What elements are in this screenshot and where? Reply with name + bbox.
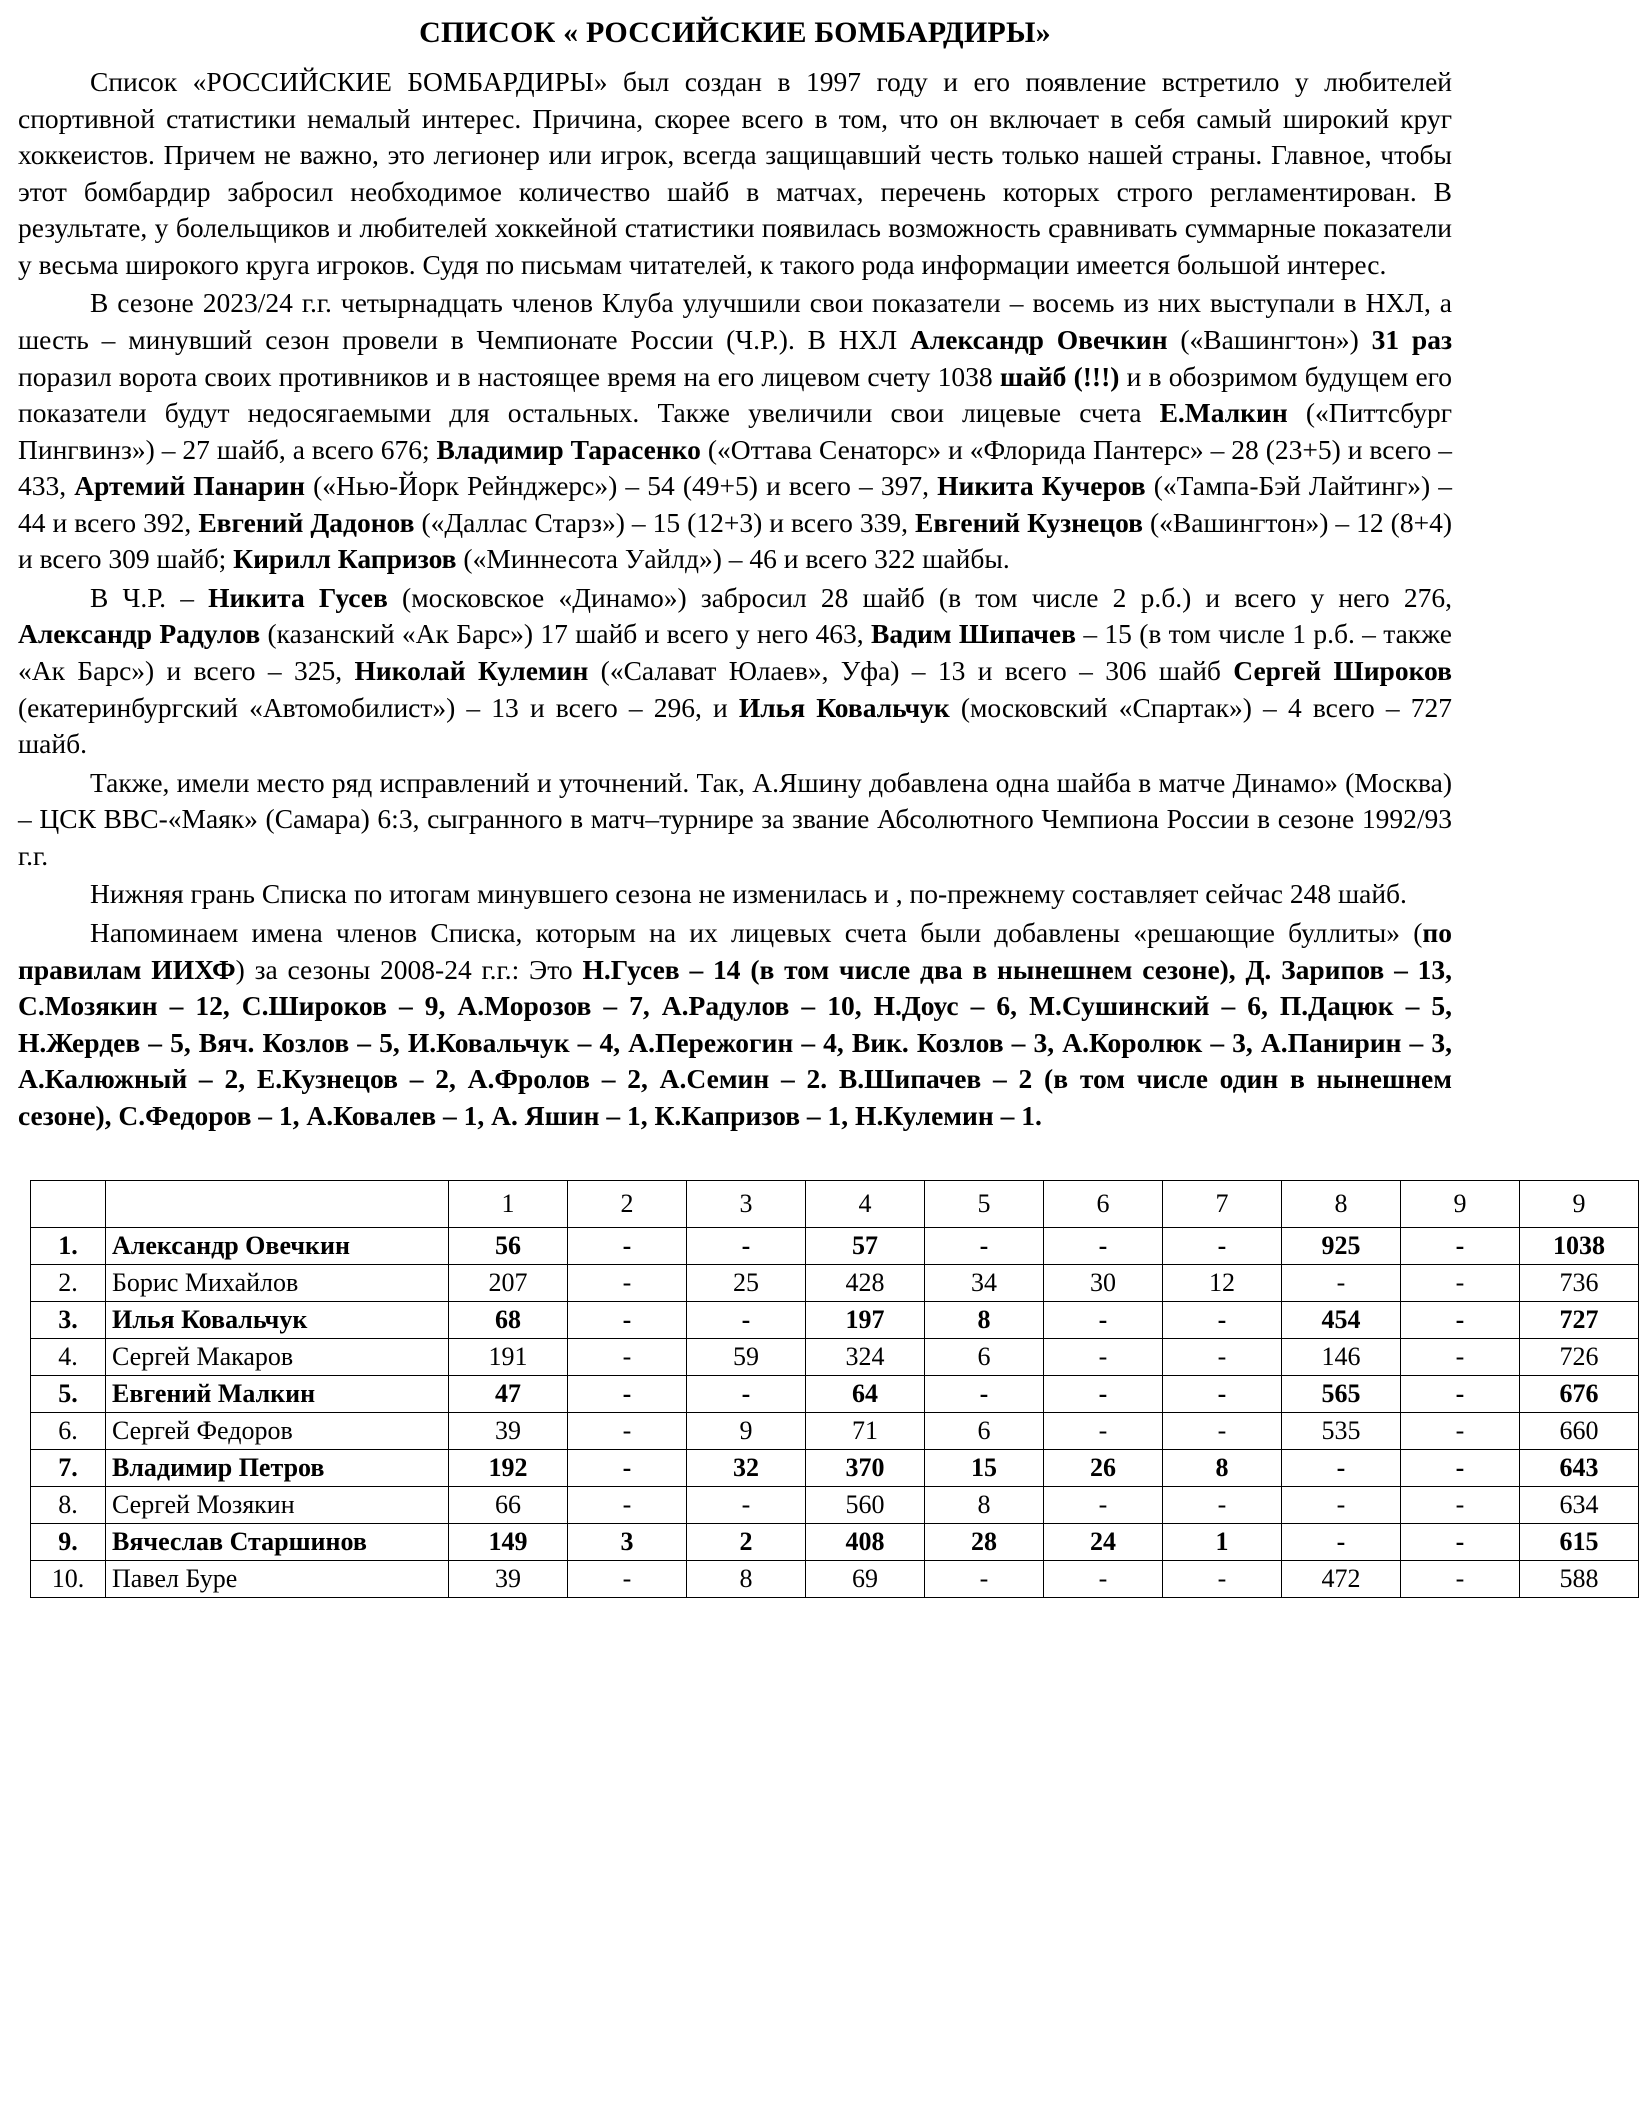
cell-value-7: - [1163, 1302, 1282, 1339]
paragraph-nhl [18, 285, 1452, 578]
cell-value-2: - [568, 1413, 687, 1450]
header-col-5: 5 [925, 1181, 1044, 1228]
shootout-player-list: Н.Гусев – 14 (в том числе два в нынешнем сезоне), Д. Зарипов – 13, С.Мозякин – 12, С.Широков – 9, А.Морозов – 7, А.Радулов – 10, Н.Доус – 6, М.Сушинский – 6, П.Дацюк – 5, Н.Жердев – 5, Вяч. Козлов – 5, И.Ковальчук – 4, А.Пережогин – 4, Вик. Козлов – 3, А.Королюк – 3, А.Панирин – 3, А.Калюжный – 2, Е.Кузнецов – 2, А.Фролов – 2, А.Семин – 2. В.Шипачев – 2 (в том числе один в нынешнем сезоне), С.Федоров – 1, А.Ковалев – 1, А. Яшин – 1, К.Капризов – 1, Н.Кулемин – 1. [18, 953, 1453, 1131]
cell-value-6: - [1044, 1487, 1163, 1524]
cell-value-8: 472 [1282, 1561, 1401, 1598]
cell-rank: 9. [31, 1524, 106, 1561]
lower-bound-text: Нижняя грань Списка по итогам минувшего сезона не изменилась и , по-прежнему составляет сейчас 248 шайб. [90, 878, 1407, 910]
cell-rank: 2. [31, 1265, 106, 1302]
nhl-text-1: В сезоне 2023/24 г.г. четырнадцать членов Клуба улучшили свои показатели – восемь из них выступали в НХЛ, а шесть – минувший сезон провели в Чемпионате России (Ч.Р.). В НХЛ [18, 287, 1452, 355]
cell-value-9: - [1401, 1561, 1520, 1598]
ru-text-3: (казанский «Ак Барс») 17 шайб и всего у него 463, [260, 618, 871, 650]
cell-value-5: 6 [925, 1339, 1044, 1376]
cell-rank: 7. [31, 1450, 106, 1487]
cell-value-3: 8 [687, 1561, 806, 1598]
table-header-row [31, 1181, 1639, 1228]
cell-value-9: - [1401, 1376, 1520, 1413]
cell-value-4: 408 [806, 1524, 925, 1561]
cell-value-2: - [568, 1450, 687, 1487]
cell-value-7: - [1163, 1228, 1282, 1265]
cell-rank: 5. [31, 1376, 106, 1413]
cell-value-10: 736 [1520, 1265, 1639, 1302]
player-shipachev: Вадим Шипачев [870, 618, 1076, 650]
cell-value-2: - [568, 1265, 687, 1302]
cell-value-1: 207 [449, 1265, 568, 1302]
cell-value-5: 34 [925, 1265, 1044, 1302]
table-row [31, 1487, 1639, 1524]
cell-value-5: - [925, 1228, 1044, 1265]
cell-value-9: - [1401, 1450, 1520, 1487]
cell-value-7: 8 [1163, 1450, 1282, 1487]
ru-text-5: («Салават Юлаев», Уфа) – 13 и всего – 306 шайб [588, 655, 1234, 686]
header-col-4: 4 [806, 1181, 925, 1228]
header-name [106, 1181, 449, 1228]
cell-value-7: 1 [1163, 1524, 1282, 1561]
cell-value-2: 3 [568, 1524, 687, 1561]
cell-value-1: 149 [449, 1524, 568, 1561]
player-shirokov: Сергей Широков [1233, 655, 1452, 686]
header-rank [31, 1181, 106, 1228]
cell-value-3: 2 [687, 1524, 806, 1561]
cell-value-2: - [568, 1487, 687, 1524]
paragraph-shootout [18, 915, 1452, 1134]
shootout-text-1: Напоминаем имена членов Списка, которым на их лицевых счета были добавлены «решающие буллиты» ( [90, 916, 1423, 948]
cell-value-5: 6 [925, 1413, 1044, 1450]
table-row [31, 1265, 1639, 1302]
cell-value-10: 676 [1520, 1376, 1639, 1413]
nhl-text-10: («Вашингтон») – 12 (8+4) и всего 309 шайб; [18, 506, 1452, 575]
cell-player-name: Борис Михайлов [106, 1265, 449, 1302]
player-gusev: Никита Гусев [208, 581, 388, 613]
cell-player-name: Сергей Мозякин [106, 1487, 449, 1524]
cell-value-3: 9 [687, 1413, 806, 1450]
cell-player-name: Павел Буре [106, 1561, 449, 1598]
cell-value-10: 1038 [1520, 1228, 1639, 1265]
player-ovechkin: Александр Овечкин [909, 323, 1168, 355]
table-row [31, 1524, 1639, 1561]
table-header [31, 1181, 1639, 1228]
cell-value-6: 24 [1044, 1524, 1163, 1561]
nhl-text-11: («Миннесота Уайлд») – 46 и всего 322 шайбы. [456, 543, 1010, 575]
cell-value-6: - [1044, 1302, 1163, 1339]
page-title: СПИСОК « РОССИЙСКИЕ БОМБАРДИРЫ» [419, 16, 1051, 49]
player-panarin: Артемий Панарин [74, 470, 306, 502]
cell-value-8: - [1282, 1487, 1401, 1524]
cell-value-8: 535 [1282, 1413, 1401, 1450]
cell-value-1: 68 [449, 1302, 568, 1339]
corrections-text: Также, имели место ряд исправлений и уточнений. Так, А.Яшину добавлена одна шайба в матче Динамо» (Москва) – ЦСК ВВС-«Маяк» (Самара) 6:3, сыгранного в матч–турнире за звание Абсолютного Чемпиона России в сезоне 1992/93 г.г. [18, 766, 1452, 871]
cell-player-name: Сергей Федоров [106, 1413, 449, 1450]
cell-value-4: 69 [806, 1561, 925, 1598]
header-col-total: 9 [1520, 1181, 1639, 1228]
cell-value-1: 192 [449, 1450, 568, 1487]
cell-value-8: 925 [1282, 1228, 1401, 1265]
cell-value-4: 428 [806, 1265, 925, 1302]
header-col-8: 8 [1282, 1181, 1401, 1228]
stats-table-container [18, 1180, 1605, 1598]
table-row [31, 1228, 1639, 1265]
cell-value-7: - [1163, 1376, 1282, 1413]
cell-value-3: - [687, 1228, 806, 1265]
cell-value-2: - [568, 1376, 687, 1413]
player-kovalchuk: Илья Ковальчук [738, 691, 950, 723]
cell-value-9: - [1401, 1413, 1520, 1450]
cell-value-4: 71 [806, 1413, 925, 1450]
cell-rank: 3. [31, 1302, 106, 1339]
player-radulov: Александр Радулов [18, 618, 261, 650]
cell-value-2: - [568, 1228, 687, 1265]
cell-value-6: - [1044, 1376, 1163, 1413]
cell-value-9: - [1401, 1487, 1520, 1524]
cell-rank: 10. [31, 1561, 106, 1598]
table-body [31, 1228, 1639, 1598]
cell-value-5: 28 [925, 1524, 1044, 1561]
paragraph-russia [18, 580, 1452, 763]
cell-value-3: - [687, 1487, 806, 1524]
ovechkin-total-emph: шайб (!!!) [999, 360, 1120, 392]
cell-value-10: 615 [1520, 1524, 1639, 1561]
cell-value-1: 191 [449, 1339, 568, 1376]
table-row [31, 1376, 1639, 1413]
cell-value-3: - [687, 1376, 806, 1413]
cell-value-3: - [687, 1302, 806, 1339]
cell-value-1: 66 [449, 1487, 568, 1524]
ru-text-6: (екатеринбургский «Автомобилист») – 13 и всего – 296, и [18, 691, 739, 723]
cell-value-10: 727 [1520, 1302, 1639, 1339]
player-malkin: Е.Малкин [1159, 397, 1288, 429]
player-kaprizov: Кирилл Капризов [233, 543, 457, 575]
ru-text-1: В Ч.Р. – [90, 581, 209, 613]
header-col-1: 1 [449, 1181, 568, 1228]
cell-value-6: - [1044, 1228, 1163, 1265]
cell-value-9: - [1401, 1524, 1520, 1561]
cell-value-6: - [1044, 1561, 1163, 1598]
cell-value-3: 25 [687, 1265, 806, 1302]
ovechkin-goals: 31 раз [1371, 323, 1452, 355]
cell-value-2: - [568, 1561, 687, 1598]
cell-value-10: 588 [1520, 1561, 1639, 1598]
cell-value-8: 565 [1282, 1376, 1401, 1413]
cell-value-6: 30 [1044, 1265, 1163, 1302]
cell-value-2: - [568, 1339, 687, 1376]
cell-value-10: 660 [1520, 1413, 1639, 1450]
nhl-text-8: («Тампа-Бэй Лайтинг») – 44 и всего 392, [18, 470, 1453, 538]
cell-value-8: 454 [1282, 1302, 1401, 1339]
cell-value-10: 726 [1520, 1339, 1639, 1376]
table-row [31, 1561, 1639, 1598]
header-col-3: 3 [687, 1181, 806, 1228]
cell-player-name: Евгений Малкин [106, 1376, 449, 1413]
cell-value-9: - [1401, 1302, 1520, 1339]
nhl-text-3: поразил ворота своих противников и в настоящее время на его лицевом счету 1038 [18, 360, 1000, 392]
header-col-6: 6 [1044, 1181, 1163, 1228]
cell-value-4: 370 [806, 1450, 925, 1487]
ru-text-4: – 15 (в том числе 1 р.б. – также «Ак Барс») и всего – 325, [18, 618, 1452, 686]
cell-value-3: 32 [687, 1450, 806, 1487]
paragraph-intro [18, 64, 1452, 283]
player-kuznetsov: Евгений Кузнецов [915, 506, 1143, 538]
paragraph-lower-bound [18, 876, 1452, 913]
cell-value-1: 39 [449, 1561, 568, 1598]
cell-value-6: - [1044, 1339, 1163, 1376]
cell-value-4: 57 [806, 1228, 925, 1265]
cell-rank: 6. [31, 1413, 106, 1450]
cell-value-8: - [1282, 1524, 1401, 1561]
cell-player-name: Вячеслав Старшинов [106, 1524, 449, 1561]
iihf-rules: по правилам ИИХФ [18, 916, 1452, 985]
ru-text-7: (московский «Спартак») – 4 всего – 727 шайб. [18, 691, 1453, 760]
cell-rank: 8. [31, 1487, 106, 1524]
table-row [31, 1339, 1639, 1376]
cell-value-7: 12 [1163, 1265, 1282, 1302]
player-dadonov: Евгений Дадонов [198, 506, 415, 538]
cell-value-6: 26 [1044, 1450, 1163, 1487]
cell-value-9: - [1401, 1228, 1520, 1265]
ru-text-2: (московское «Динамо») забросил 28 шайб (в том числе 2 р.б.) и всего у него 276, [387, 581, 1452, 613]
cell-rank: 1. [31, 1228, 106, 1265]
nhl-text-5: («Питтсбург Пингвинз») – 27 шайб, а всего 676; [18, 397, 1452, 465]
table-row [31, 1302, 1639, 1339]
cell-value-9: - [1401, 1339, 1520, 1376]
cell-value-5: - [925, 1561, 1044, 1598]
cell-value-1: 39 [449, 1413, 568, 1450]
player-tarasenko: Владимир Тарасенко [436, 433, 701, 465]
cell-value-8: 146 [1282, 1339, 1401, 1376]
nhl-text-4: и в обозримом будущем его показатели будут недосягаемыми для остальных. Также увеличили свои лицевые счета [18, 360, 1452, 429]
cell-value-5: 8 [925, 1487, 1044, 1524]
nhl-text-7: («Нью-Йорк Рейнджерс») – 54 (49+5) и всего – 397, [305, 470, 938, 502]
table-row [31, 1450, 1639, 1487]
nhl-text-6: («Оттава Сенаторс» и «Флорида Пантерс» – 28 (23+5) и всего – 433, [18, 433, 1452, 502]
cell-player-name: Владимир Петров [106, 1450, 449, 1487]
scorers-table [30, 1180, 1639, 1598]
cell-player-name: Илья Ковальчук [106, 1302, 449, 1339]
cell-value-4: 197 [806, 1302, 925, 1339]
cell-value-5: - [925, 1376, 1044, 1413]
header-col-2: 2 [568, 1181, 687, 1228]
cell-value-8: - [1282, 1265, 1401, 1302]
cell-value-7: - [1163, 1339, 1282, 1376]
paragraph-intro-text: Список «РОССИЙСКИЕ БОМБАРДИРЫ» был создан в 1997 году и его появление встретило у любителей спортивной статистики немалый интерес. Причина, скорее всего в том, что он включает в себя самый широкий круг хоккеистов. Причем не важно, это легионер или игрок, всегда защищавший честь только нашей страны. Главное, чтобы этот бомбардир забросил необходимое количество шайб в матчах, перечень которых строго регламентирован. В результате, у болельщиков и любителей хоккейной статистики появилась возможность сравнивать суммарные показатели у весьма широкого круга игроков. Судя по письмам читателей, к такого рода информации имеется большой интерес. [18, 66, 1452, 280]
player-kulemin: Николай Кулемин [354, 655, 589, 686]
cell-value-4: 560 [806, 1487, 925, 1524]
nhl-text-2: («Вашингтон») [1167, 323, 1372, 355]
header-col-9: 9 [1401, 1181, 1520, 1228]
cell-value-6: - [1044, 1413, 1163, 1450]
cell-value-10: 634 [1520, 1487, 1639, 1524]
cell-value-8: - [1282, 1450, 1401, 1487]
cell-value-5: 8 [925, 1302, 1044, 1339]
cell-rank: 4. [31, 1339, 106, 1376]
cell-value-1: 47 [449, 1376, 568, 1413]
cell-value-3: 59 [687, 1339, 806, 1376]
cell-value-2: - [568, 1302, 687, 1339]
nhl-text-9: («Даллас Старз») – 15 (12+3) и всего 339, [414, 506, 916, 538]
cell-value-5: 15 [925, 1450, 1044, 1487]
table-row [31, 1413, 1639, 1450]
cell-value-7: - [1163, 1561, 1282, 1598]
cell-player-name: Александр Овечкин [106, 1228, 449, 1265]
header-col-7: 7 [1163, 1181, 1282, 1228]
paragraph-corrections [18, 765, 1452, 875]
cell-value-10: 643 [1520, 1450, 1639, 1487]
shootout-text-2: ) за сезоны 2008-24 г.г.: Это [235, 953, 583, 985]
player-kucherov: Никита Кучеров [937, 470, 1146, 502]
cell-value-9: - [1401, 1265, 1520, 1302]
cell-value-4: 64 [806, 1376, 925, 1413]
cell-value-7: - [1163, 1413, 1282, 1450]
cell-player-name: Сергей Макаров [106, 1339, 449, 1376]
cell-value-7: - [1163, 1487, 1282, 1524]
cell-value-4: 324 [806, 1339, 925, 1376]
cell-value-1: 56 [449, 1228, 568, 1265]
